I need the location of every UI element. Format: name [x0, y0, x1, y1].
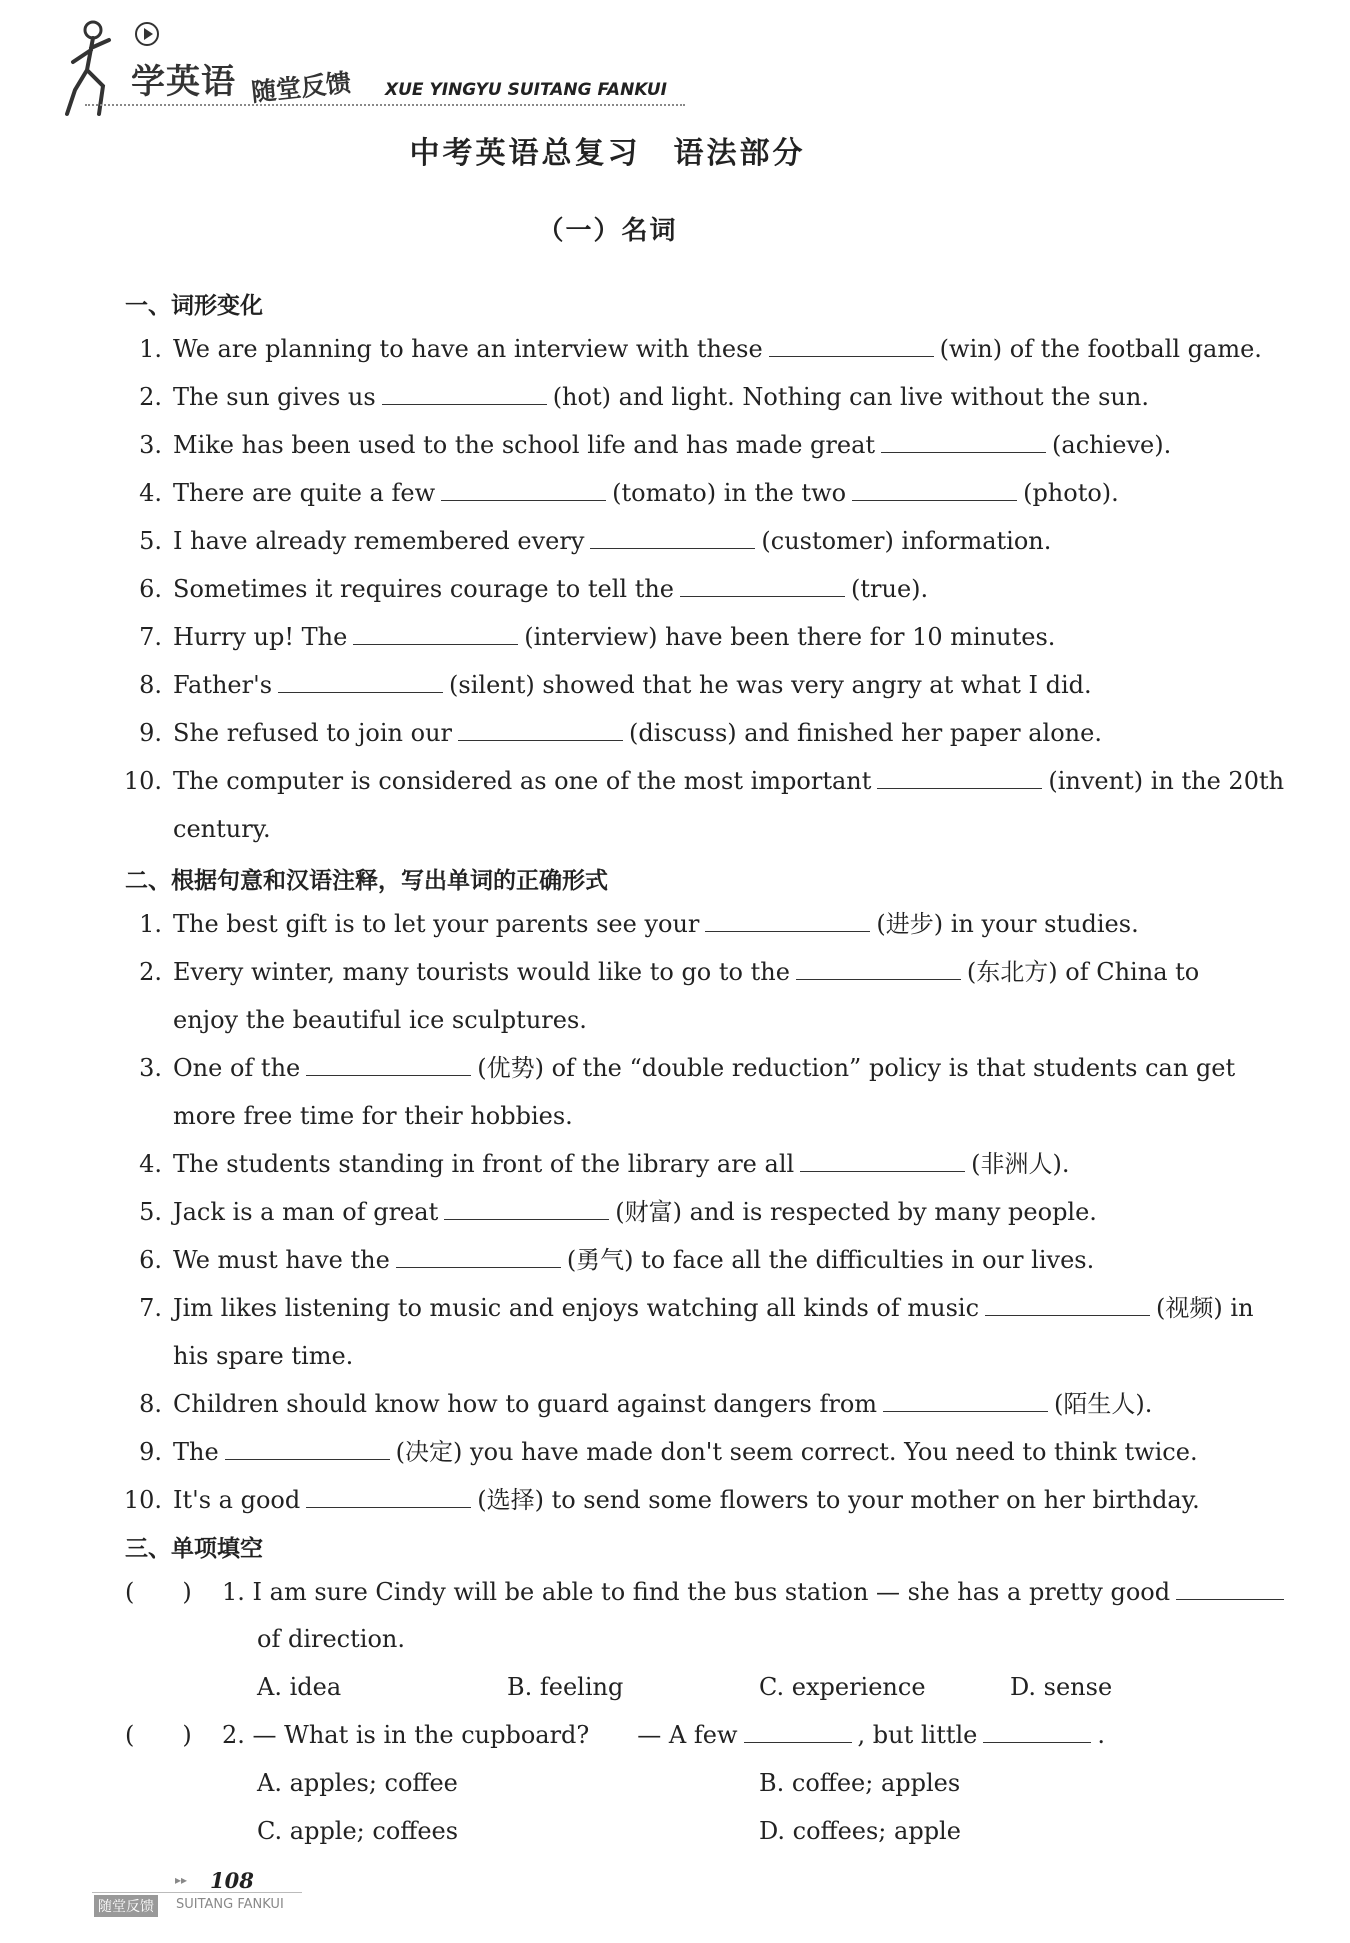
option-d[interactable]: D. sense — [1010, 1673, 1113, 1701]
item-number: 10. — [123, 1486, 162, 1514]
item-text: Hurry up! The — [173, 623, 348, 651]
item-number: 4. — [139, 479, 162, 507]
item-text: We must have the — [173, 1246, 390, 1274]
item-number: 2. — [139, 383, 162, 411]
item-number: 1. — [222, 1578, 245, 1606]
answer-blank[interactable] — [744, 1720, 852, 1743]
item-number: 5. — [139, 527, 162, 555]
option-b[interactable]: B. coffee; apples — [759, 1769, 961, 1797]
item-text: (优势) of the “double reduction” policy is that students can get — [477, 1054, 1236, 1082]
answer-paren[interactable]: ( ) — [125, 1721, 192, 1749]
item-text: (非洲人). — [971, 1150, 1070, 1178]
item-text: (财富) and is respected by many people. — [615, 1198, 1097, 1226]
section-3-heading: 三、单项填空 — [125, 1536, 263, 1562]
footer-label-en: SUITANG FANKUI — [176, 1897, 284, 1912]
item-text: (photo). — [1023, 479, 1119, 507]
header-subtitle-cn: 随堂反馈 — [249, 67, 353, 108]
item-text: The — [173, 1438, 219, 1466]
option-a[interactable]: A. idea — [257, 1673, 342, 1701]
item-text: Mike has been used to the school life and has made great — [173, 431, 876, 459]
item-text: (决定) you have made don't seem correct. You need to think twice. — [395, 1438, 1198, 1466]
item-text: (视频) in — [1156, 1294, 1254, 1322]
option-c[interactable]: C. experience — [759, 1673, 926, 1701]
item-text-cont: enjoy the beautiful ice sculptures. — [173, 1006, 587, 1034]
answer-blank[interactable] — [877, 766, 1042, 789]
option-c[interactable]: C. apple; coffees — [257, 1817, 459, 1845]
item-text: Father's — [173, 671, 273, 699]
item-text: Sometimes it requires courage to tell the — [173, 575, 674, 603]
option-b[interactable]: B. feeling — [507, 1673, 624, 1701]
item-text-cont: of direction. — [257, 1625, 405, 1653]
item-text: . — [1097, 1721, 1106, 1749]
item-text: Jim likes listening to music and enjoys watching all kinds of music — [173, 1294, 980, 1322]
item-text-cont: more free time for their hobbies. — [173, 1102, 573, 1130]
footer-divider — [92, 1892, 302, 1893]
answer-blank[interactable] — [382, 382, 547, 405]
item-text: (陌生人). — [1054, 1390, 1153, 1418]
item-number: 1. — [139, 335, 162, 363]
answer-paren[interactable]: ( ) — [125, 1578, 192, 1606]
answer-blank[interactable] — [1176, 1577, 1284, 1600]
item-number: 3. — [139, 1054, 162, 1082]
item-text: (进步) in your studies. — [876, 910, 1139, 938]
answer-blank[interactable] — [680, 574, 845, 597]
item-number: 5. — [139, 1198, 162, 1226]
item-number: 9. — [139, 1438, 162, 1466]
answer-blank[interactable] — [306, 1485, 471, 1508]
runner-logo-icon — [65, 18, 135, 118]
item-text: We are planning to have an interview with these — [173, 335, 763, 363]
item-text: (hot) and light. Nothing can live without the sun. — [552, 383, 1149, 411]
item-text: One of the — [173, 1054, 301, 1082]
item-number: 8. — [139, 1390, 162, 1418]
item-text: Jack is a man of great — [173, 1198, 439, 1226]
item-text: (东北方) of China to — [966, 958, 1200, 986]
answer-blank[interactable] — [306, 1053, 471, 1076]
item-text-cont: century. — [173, 815, 271, 843]
header-divider — [85, 104, 685, 106]
item-text: She refused to join our — [173, 719, 453, 747]
item-text: — What is in the cupboard? — A few — [252, 1721, 738, 1749]
page-title: 中考英语总复习 语法部分 — [409, 136, 806, 171]
item-text: (win) of the football game. — [939, 335, 1262, 363]
item-text: (勇气) to face all the difficulties in our lives. — [566, 1246, 1095, 1274]
footer-label-cn: 随堂反馈 — [94, 1895, 158, 1917]
answer-blank[interactable] — [444, 1197, 609, 1220]
page-header — [65, 18, 685, 118]
answer-blank[interactable] — [225, 1437, 390, 1460]
answer-blank[interactable] — [396, 1245, 561, 1268]
item-number: 6. — [139, 1246, 162, 1274]
item-number: 6. — [139, 575, 162, 603]
item-number: 3. — [139, 431, 162, 459]
item-number: 2. — [222, 1721, 245, 1749]
item-number: 1. — [139, 910, 162, 938]
item-text: (silent) showed that he was very angry at what I did. — [449, 671, 1092, 699]
item-text: It's a good — [173, 1486, 301, 1514]
answer-blank[interactable] — [441, 478, 606, 501]
item-text: (interview) have been there for 10 minutes. — [524, 623, 1056, 651]
answer-blank[interactable] — [796, 957, 961, 980]
item-text: I am sure Cindy will be able to find the bus station — she has a pretty good — [252, 1578, 1171, 1606]
answer-blank[interactable] — [590, 526, 755, 549]
answer-blank[interactable] — [883, 1389, 1048, 1412]
item-number: 4. — [139, 1150, 162, 1178]
item-text: There are quite a few — [173, 479, 436, 507]
answer-blank[interactable] — [705, 909, 870, 932]
item-number: 7. — [139, 623, 162, 651]
item-text: The computer is considered as one of the most important — [173, 767, 872, 795]
item-number: 8. — [139, 671, 162, 699]
answer-blank[interactable] — [353, 622, 518, 645]
section-1-heading: 一、词形变化 — [125, 293, 263, 319]
item-text: The sun gives us — [173, 383, 376, 411]
item-number: 10. — [123, 767, 162, 795]
answer-blank[interactable] — [800, 1149, 965, 1172]
play-icon — [135, 22, 159, 46]
header-title-cn: 学英语 — [131, 62, 236, 102]
item-text: The students standing in front of the library are all — [173, 1150, 795, 1178]
item-number: 2. — [139, 958, 162, 986]
answer-blank[interactable] — [458, 718, 623, 741]
arrow-icon: ▸▸ — [175, 1873, 188, 1887]
item-text: (achieve). — [1052, 431, 1172, 459]
answer-blank[interactable] — [852, 478, 1017, 501]
answer-blank[interactable] — [983, 1720, 1091, 1743]
option-d[interactable]: D. coffees; apple — [759, 1817, 961, 1845]
item-text: , but little — [857, 1721, 978, 1749]
item-text-cont: his spare time. — [173, 1342, 354, 1370]
item-text: (选择) to send some flowers to your mother on her birthday. — [477, 1486, 1200, 1514]
item-text: (invent) in the 20th — [1048, 767, 1285, 795]
header-title-en: XUE YINGYU SUITANG FANKUI — [385, 80, 668, 100]
item-text: (tomato) in the two — [612, 479, 847, 507]
item-number: 9. — [139, 719, 162, 747]
item-text: Children should know how to guard against dangers from — [173, 1390, 878, 1418]
answer-blank[interactable] — [985, 1293, 1150, 1316]
item-text: I have already remembered every — [173, 527, 585, 555]
item-text: (discuss) and finished her paper alone. — [629, 719, 1102, 747]
answer-blank[interactable] — [881, 430, 1046, 453]
page-number: 108 — [210, 1868, 254, 1893]
item-text: Every winter, many tourists would like to go to the — [173, 958, 790, 986]
option-a[interactable]: A. apples; coffee — [257, 1769, 458, 1797]
answer-blank[interactable] — [769, 334, 934, 357]
answer-blank[interactable] — [278, 670, 443, 693]
item-text: (true). — [851, 575, 929, 603]
item-number: 7. — [139, 1294, 162, 1322]
item-text: The best gift is to let your parents see your — [173, 910, 700, 938]
item-text: (customer) information. — [761, 527, 1052, 555]
section-2-heading: 二、根据句意和汉语注释，写出单词的正确形式 — [125, 868, 608, 894]
page-subtitle: （一）名词 — [537, 216, 678, 246]
